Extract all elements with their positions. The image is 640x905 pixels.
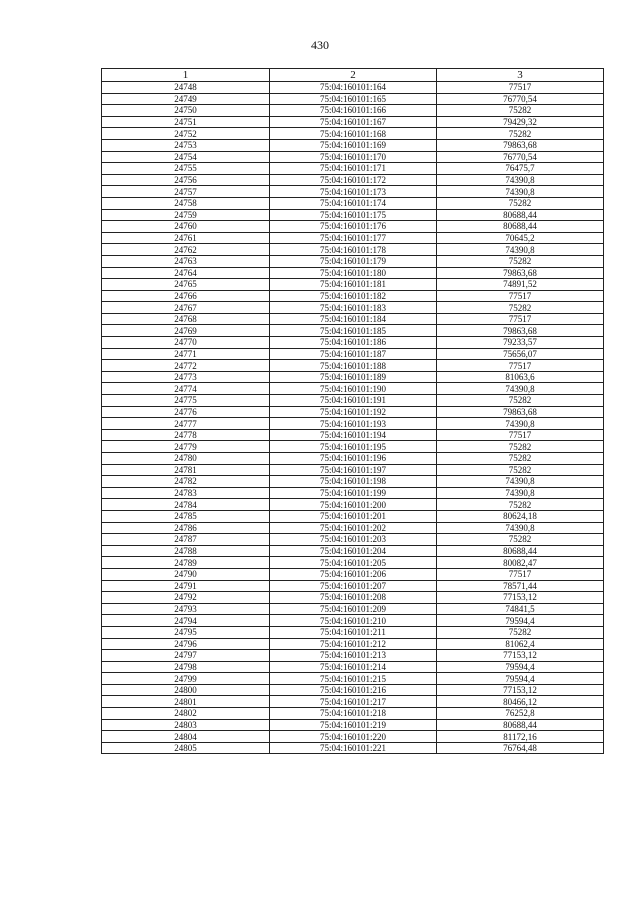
value-cell: 74841,5: [437, 603, 604, 615]
row-number-cell: 24786: [102, 522, 270, 534]
row-number-cell: 24792: [102, 592, 270, 604]
row-number-cell: 24785: [102, 510, 270, 522]
row-number-cell: 24770: [102, 337, 270, 349]
table-row: [102, 163, 604, 175]
value-cell: 79863,68: [437, 267, 604, 279]
cadastral-number-cell: 75:04:160101:217: [270, 696, 437, 708]
row-number-cell: 24802: [102, 708, 270, 720]
cadastral-number-cell: 75:04:160101:167: [270, 116, 437, 128]
value-cell: 77517: [437, 568, 604, 580]
table-row: [102, 719, 604, 731]
cadastral-number-cell: 75:04:160101:180: [270, 267, 437, 279]
value-cell: 80082,47: [437, 557, 604, 569]
value-cell: 78571,44: [437, 580, 604, 592]
cadastral-number-cell: 75:04:160101:208: [270, 592, 437, 604]
table-row: [102, 151, 604, 163]
row-number-cell: 24765: [102, 279, 270, 291]
value-cell: 79429,32: [437, 116, 604, 128]
cadastral-number-cell: 75:04:160101:214: [270, 661, 437, 673]
value-cell: 75656,07: [437, 348, 604, 360]
table-row: [102, 197, 604, 209]
table-row: [102, 371, 604, 383]
table-header: [102, 69, 604, 82]
row-number-cell: 24762: [102, 244, 270, 256]
table-row: [102, 580, 604, 592]
cadastral-number-cell: 75:04:160101:215: [270, 673, 437, 685]
row-number-cell: 24796: [102, 638, 270, 650]
table-row: [102, 139, 604, 151]
value-cell: 77153,12: [437, 684, 604, 696]
cadastral-number-cell: 75:04:160101:211: [270, 626, 437, 638]
table-row: [102, 568, 604, 580]
cadastral-number-cell: 75:04:160101:176: [270, 221, 437, 233]
cadastral-number-cell: 75:04:160101:197: [270, 464, 437, 476]
value-cell: 75282: [437, 128, 604, 140]
value-cell: 75282: [437, 499, 604, 511]
table-row: [102, 742, 604, 754]
row-number-cell: 24798: [102, 661, 270, 673]
row-number-cell: 24775: [102, 395, 270, 407]
value-cell: 80688,44: [437, 545, 604, 557]
table-row: [102, 557, 604, 569]
value-cell: 75282: [437, 395, 604, 407]
row-number-cell: 24788: [102, 545, 270, 557]
cadastral-number-cell: 75:04:160101:219: [270, 719, 437, 731]
cadastral-number-cell: 75:04:160101:193: [270, 418, 437, 430]
row-number-cell: 24778: [102, 429, 270, 441]
table-row: [102, 383, 604, 395]
header-row: [102, 69, 604, 82]
value-cell: 77517: [437, 290, 604, 302]
cadastral-number-cell: 75:04:160101:196: [270, 453, 437, 465]
cadastral-number-cell: 75:04:160101:166: [270, 105, 437, 117]
value-cell: 74891,52: [437, 279, 604, 291]
value-cell: 77517: [437, 82, 604, 94]
row-number-cell: 24749: [102, 93, 270, 105]
row-number-cell: 24755: [102, 163, 270, 175]
cadastral-number-cell: 75:04:160101:218: [270, 708, 437, 720]
table-row: [102, 592, 604, 604]
table-row: [102, 650, 604, 662]
value-cell: 80688,44: [437, 209, 604, 221]
table-row: [102, 325, 604, 337]
table-row: [102, 209, 604, 221]
cadastral-number-cell: 75:04:160101:172: [270, 174, 437, 186]
cadastral-number-cell: 75:04:160101:213: [270, 650, 437, 662]
cadastral-number-cell: 75:04:160101:168: [270, 128, 437, 140]
table-row: [102, 406, 604, 418]
cadastral-number-cell: 75:04:160101:202: [270, 522, 437, 534]
value-cell: 80624,18: [437, 510, 604, 522]
row-number-cell: 24772: [102, 360, 270, 372]
cadastral-number-cell: 75:04:160101:183: [270, 302, 437, 314]
table-row: [102, 510, 604, 522]
value-cell: 75282: [437, 302, 604, 314]
cadastral-number-cell: 75:04:160101:220: [270, 731, 437, 743]
value-cell: 77517: [437, 429, 604, 441]
cadastral-number-cell: 75:04:160101:179: [270, 255, 437, 267]
table-row: [102, 267, 604, 279]
row-number-cell: 24804: [102, 731, 270, 743]
row-number-cell: 24799: [102, 673, 270, 685]
table-row: [102, 93, 604, 105]
cadastral-number-cell: 75:04:160101:165: [270, 93, 437, 105]
cadastral-number-cell: 75:04:160101:198: [270, 476, 437, 488]
value-cell: 75282: [437, 534, 604, 546]
row-number-cell: 24753: [102, 139, 270, 151]
row-number-cell: 24752: [102, 128, 270, 140]
row-number-cell: 24782: [102, 476, 270, 488]
table-row: [102, 661, 604, 673]
cadastral-number-cell: 75:04:160101:175: [270, 209, 437, 221]
table-row: [102, 313, 604, 325]
cadastral-number-cell: 75:04:160101:199: [270, 487, 437, 499]
cadastral-number-cell: 75:04:160101:169: [270, 139, 437, 151]
row-number-cell: 24800: [102, 684, 270, 696]
row-number-cell: 24761: [102, 232, 270, 244]
value-cell: 77153,12: [437, 592, 604, 604]
cadastral-number-cell: 75:04:160101:207: [270, 580, 437, 592]
cadastral-number-cell: 75:04:160101:187: [270, 348, 437, 360]
row-number-cell: 24781: [102, 464, 270, 476]
value-cell: 74390,8: [437, 244, 604, 256]
row-number-cell: 24783: [102, 487, 270, 499]
value-cell: 81062,4: [437, 638, 604, 650]
table-row: [102, 545, 604, 557]
value-cell: 74390,8: [437, 476, 604, 488]
row-number-cell: 24760: [102, 221, 270, 233]
value-cell: 75282: [437, 105, 604, 117]
table-row: [102, 708, 604, 720]
row-number-cell: 24763: [102, 255, 270, 267]
table-row: [102, 487, 604, 499]
row-number-cell: 24790: [102, 568, 270, 580]
value-cell: 76770,54: [437, 93, 604, 105]
cadastral-number-cell: 75:04:160101:170: [270, 151, 437, 163]
value-cell: 74390,8: [437, 383, 604, 395]
table-row: [102, 105, 604, 117]
value-cell: 79863,68: [437, 325, 604, 337]
table-row: [102, 696, 604, 708]
row-number-cell: 24764: [102, 267, 270, 279]
value-cell: 74390,8: [437, 487, 604, 499]
table-row: [102, 186, 604, 198]
row-number-cell: 24779: [102, 441, 270, 453]
row-number-cell: 24766: [102, 290, 270, 302]
table-row: [102, 395, 604, 407]
value-cell: 74390,8: [437, 186, 604, 198]
table-row: [102, 302, 604, 314]
cadastral-number-cell: 75:04:160101:181: [270, 279, 437, 291]
value-cell: 74390,8: [437, 418, 604, 430]
table-row: [102, 476, 604, 488]
column-header-3: 3: [437, 69, 604, 82]
table-row: [102, 221, 604, 233]
table-row: [102, 522, 604, 534]
column-header-2: 2: [270, 69, 437, 82]
cadastral-number-cell: 75:04:160101:177: [270, 232, 437, 244]
row-number-cell: 24777: [102, 418, 270, 430]
cadastral-number-cell: 75:04:160101:171: [270, 163, 437, 175]
value-cell: 76252,8: [437, 708, 604, 720]
row-number-cell: 24780: [102, 453, 270, 465]
row-number-cell: 24795: [102, 626, 270, 638]
table-row: [102, 244, 604, 256]
cadastral-number-cell: 75:04:160101:200: [270, 499, 437, 511]
table-row: [102, 360, 604, 372]
row-number-cell: 24791: [102, 580, 270, 592]
row-number-cell: 24767: [102, 302, 270, 314]
value-cell: 80466,12: [437, 696, 604, 708]
value-cell: 79863,68: [437, 406, 604, 418]
cadastral-number-cell: 75:04:160101:185: [270, 325, 437, 337]
row-number-cell: 24748: [102, 82, 270, 94]
value-cell: 81063,6: [437, 371, 604, 383]
table-row: [102, 116, 604, 128]
value-cell: 79594,4: [437, 661, 604, 673]
value-cell: 80688,44: [437, 221, 604, 233]
table-row: [102, 82, 604, 94]
value-cell: 80688,44: [437, 719, 604, 731]
row-number-cell: 24789: [102, 557, 270, 569]
value-cell: 75282: [437, 626, 604, 638]
cadastral-number-cell: 75:04:160101:178: [270, 244, 437, 256]
value-cell: 74390,8: [437, 174, 604, 186]
row-number-cell: 24794: [102, 615, 270, 627]
cadastral-number-cell: 75:04:160101:209: [270, 603, 437, 615]
cadastral-number-cell: 75:04:160101:189: [270, 371, 437, 383]
value-cell: 76475,7: [437, 163, 604, 175]
value-cell: 77153,12: [437, 650, 604, 662]
cadastral-number-cell: 75:04:160101:204: [270, 545, 437, 557]
row-number-cell: 24776: [102, 406, 270, 418]
row-number-cell: 24771: [102, 348, 270, 360]
cadastral-number-cell: 75:04:160101:203: [270, 534, 437, 546]
cadastral-number-cell: 75:04:160101:173: [270, 186, 437, 198]
cadastral-number-cell: 75:04:160101:192: [270, 406, 437, 418]
value-cell: 75282: [437, 197, 604, 209]
value-cell: 77517: [437, 313, 604, 325]
row-number-cell: 24773: [102, 371, 270, 383]
row-number-cell: 24803: [102, 719, 270, 731]
table-row: [102, 453, 604, 465]
table-row: [102, 418, 604, 430]
table-row: [102, 603, 604, 615]
table-row: [102, 128, 604, 140]
table-row: [102, 348, 604, 360]
cadastral-number-cell: 75:04:160101:184: [270, 313, 437, 325]
cadastral-number-cell: 75:04:160101:174: [270, 197, 437, 209]
row-number-cell: 24769: [102, 325, 270, 337]
page-number: 430: [311, 38, 329, 52]
table-row: [102, 174, 604, 186]
value-cell: 75282: [437, 441, 604, 453]
cadastral-number-cell: 75:04:160101:190: [270, 383, 437, 395]
value-cell: 81172,16: [437, 731, 604, 743]
table-row: [102, 626, 604, 638]
value-cell: 79233,57: [437, 337, 604, 349]
table-row: [102, 464, 604, 476]
cadastral-number-cell: 75:04:160101:191: [270, 395, 437, 407]
row-number-cell: 24757: [102, 186, 270, 198]
table-row: [102, 441, 604, 453]
cadastral-number-cell: 75:04:160101:194: [270, 429, 437, 441]
row-number-cell: 24758: [102, 197, 270, 209]
row-number-cell: 24759: [102, 209, 270, 221]
table-row: [102, 673, 604, 685]
row-number-cell: 24805: [102, 742, 270, 754]
value-cell: 75282: [437, 453, 604, 465]
cadastral-number-cell: 75:04:160101:164: [270, 82, 437, 94]
value-cell: 79594,4: [437, 673, 604, 685]
value-cell: 75282: [437, 464, 604, 476]
cadastral-number-cell: 75:04:160101:221: [270, 742, 437, 754]
value-cell: 76770,54: [437, 151, 604, 163]
table-body: [102, 82, 604, 754]
row-number-cell: 24754: [102, 151, 270, 163]
row-number-cell: 24774: [102, 383, 270, 395]
cadastral-number-cell: 75:04:160101:212: [270, 638, 437, 650]
table-row: [102, 499, 604, 511]
table-row: [102, 429, 604, 441]
cadastral-number-cell: 75:04:160101:195: [270, 441, 437, 453]
row-number-cell: 24756: [102, 174, 270, 186]
value-cell: 79594,4: [437, 615, 604, 627]
cadastral-number-cell: 75:04:160101:182: [270, 290, 437, 302]
row-number-cell: 24793: [102, 603, 270, 615]
value-cell: 77517: [437, 360, 604, 372]
row-number-cell: 24787: [102, 534, 270, 546]
row-number-cell: 24784: [102, 499, 270, 511]
table-row: [102, 638, 604, 650]
value-cell: 79863,68: [437, 139, 604, 151]
row-number-cell: 24750: [102, 105, 270, 117]
table-row: [102, 290, 604, 302]
value-cell: 76764,48: [437, 742, 604, 754]
column-header-1: 1: [102, 69, 270, 82]
row-number-cell: 24801: [102, 696, 270, 708]
row-number-cell: 24751: [102, 116, 270, 128]
cadastral-number-cell: 75:04:160101:201: [270, 510, 437, 522]
registry-table: [101, 68, 604, 754]
cadastral-number-cell: 75:04:160101:216: [270, 684, 437, 696]
cadastral-number-cell: 75:04:160101:206: [270, 568, 437, 580]
table-row: [102, 337, 604, 349]
row-number-cell: 24768: [102, 313, 270, 325]
row-number-cell: 24797: [102, 650, 270, 662]
table-row: [102, 684, 604, 696]
table-row: [102, 279, 604, 291]
table-row: [102, 615, 604, 627]
value-cell: 70645,2: [437, 232, 604, 244]
cadastral-number-cell: 75:04:160101:210: [270, 615, 437, 627]
table-row: [102, 731, 604, 743]
cadastral-number-cell: 75:04:160101:186: [270, 337, 437, 349]
cadastral-number-cell: 75:04:160101:205: [270, 557, 437, 569]
table-row: [102, 255, 604, 267]
value-cell: 75282: [437, 255, 604, 267]
value-cell: 74390,8: [437, 522, 604, 534]
table-row: [102, 534, 604, 546]
table-row: [102, 232, 604, 244]
cadastral-number-cell: 75:04:160101:188: [270, 360, 437, 372]
